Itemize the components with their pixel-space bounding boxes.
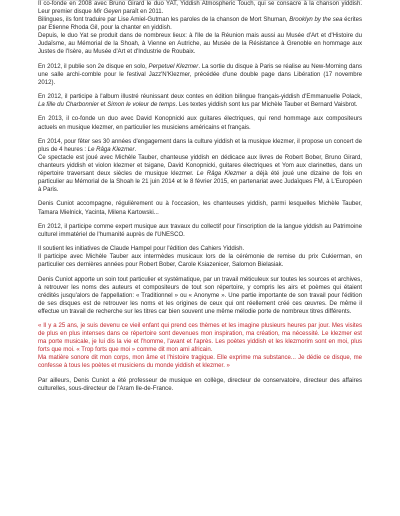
paragraph-text: En 2014, pour fêter ses 30 années d'engagement dans la culture yiddish et la musique klezmer, il propose un concert de plus de 4 heures :: [38, 138, 362, 153]
italic-title: Mir Geyen: [93, 9, 122, 16]
paragraph-text: Depuis, le duo Yat se produit dans de nombreux lieux: à l'Ile de la Réunion mais aussi au Musée d'Art et d'Histoire du Judaïsme, au Mémorial de la Shoah, à Vienne en Autriche, au Musée de la Résistance à Grenoble en hommage aux Justes de l'Isère, au Musée d'Art et d'Industrie de Roubaix.: [38, 33, 362, 56]
paragraph-text: Il co-fonde en 2008 avec Bruno Girard le duo YAT, Yiddish Atmospheric Touch, qui se consacre à la chanson yiddish. Leur premier disque: [38, 1, 362, 16]
paragraph-p2: [38, 63, 362, 87]
paragraph-text: . La sortie du disque à Paris se réalise au New-Morning dans une salle archi-comble pour le festival Jazz'N'Klezmer, précédée d'une double page dans Libération (17 novembre 2012).: [38, 63, 362, 86]
paragraph-p5: [38, 138, 362, 194]
paragraph-text: En 2012, il participe comme expert musique aux travaux du collectif pour l'inscription de la langue yiddish au Patrimoine culturel immatériel de l'humanité auprès de l'UNESCO.: [38, 223, 362, 238]
paragraph-text: . Les textes yiddish sont lus par Michèle Tauber et Bernard Vaisbrot.: [175, 102, 358, 109]
italic-title: Brooklyn by the sea: [289, 17, 343, 24]
paragraph-text: En 2013, il co-fonde un duo avec David Konopnicki aux guitares électriques, qui rend hommage aux compositeurs actuels en musique klezmer, en particulier les musiciens américains et français.: [38, 116, 362, 131]
paragraph-p6: [38, 200, 362, 216]
paragraph-p8: [38, 245, 362, 269]
paragraph-text: En 2012, il participe à l'album illustré réunissant deux contes en édition bilingue français-yiddish d'Emmanuelle Polack,: [38, 94, 362, 101]
italic-title: Simon le voleur de temps: [107, 102, 176, 109]
document-body: [38, 0, 362, 399]
paragraph-p1: [38, 0, 362, 56]
paragraph-text: Bilingues, ils font traduire par Lise Amiel-Gutman les paroles de la chanson de Mort Shuman,: [38, 17, 290, 24]
quote-line-2: Ma matière sonore dit mon corps, mon âme et l'histoire tragique. Elle exprime ma substance... Je dédie ce disque, me confesse à tous les poètes et musiciens du monde yiddish et klezmer. »: [38, 355, 362, 370]
paragraph-text: paraît en 2011.: [121, 9, 164, 16]
paragraph-text: a déjà été joué une dizaine de fois en particulier au Mémorial de la Shoah le 21 juin 2014 et le 8 février 2015, en partenariat avec Judaïques FM, à L'Européen à Paris.: [38, 171, 363, 194]
paragraph-p9: [38, 276, 362, 316]
italic-title: Perpetuel Klezmer: [148, 63, 199, 70]
italic-title: Le Râga Klezmer: [196, 171, 247, 178]
italic-title: La fille du Charbonnier: [38, 102, 99, 109]
paragraph-p7: [38, 223, 362, 239]
paragraph-text: et: [98, 102, 108, 109]
paragraph-text: Denis Cuniot accompagne, régulièrement ou à l'occasion, les chanteuses yiddish, parmi lesquelles Michèle Tauber, Tamara Mielnick, Yacinta, Milena Kartowski...: [38, 201, 362, 216]
paragraph-text: écrites par Etienne Rhoda Gil, pour la chanter en yiddish.: [38, 17, 362, 32]
closing-paragraph: Par ailleurs, Denis Cuniot a été professeur de musique en collège, directeur de conservatoire, directeur des affaires culturelles, sous-directeur de l'Aram Ile-de-France.: [38, 377, 362, 392]
paragraph-text: En 2012, il publie son 2e disque en solo,: [38, 63, 149, 70]
quote-block: [38, 322, 362, 370]
paragraph-list: [38, 0, 362, 316]
paragraph-text: Ce spectacle est joué avec Michèle Tauber, chanteuse yiddish en dédicace aux livres de Robert Bober, Bruno Girard, chanteurs yiddish et violon klezmer et tsigane, David Konopnicki, guitares électriques et Yom aux clarinettes, dans un répertoire traversant deux siècles de musique klezmer.: [38, 154, 362, 178]
paragraph-text: Il participe avec Michèle Tauber aux intermèdes musicaux lors de la cérémonie de remise du prix Cukierman, en particulier ces dernières années pour Robert Bober, Carole Ksiazenicer, Salomon Bielasiak.: [38, 254, 362, 269]
paragraph-text: Il soutient les initiatives de Claude Hampel pour l'édition des Cahiers Yiddish.: [38, 246, 245, 253]
paragraph-p3: [38, 93, 362, 109]
paragraph-p4: [38, 115, 362, 131]
quote-line-1: « Il y a 25 ans, je suis devenu ce vieil enfant qui prend ces thèmes et les imagine plusieurs heures par jour. Mes visites de plus en plus intenses dans ce répertoire sont devenues mon inspiration, ma création, ma nécessité. Le klezmer est ma porte musicale, je lui dis la vie et l'homme, l'avant et l'après. Les poètes yiddish et les klezmorim sont en moi, plus forts que moi. « Trop forts que moi » comme dit mon ami africain.: [38, 323, 362, 354]
italic-title: Le Râga Klezmer: [87, 146, 135, 153]
paragraph-text: Denis Cuniot apporte un soin tout particulier et systématique, par un travail méticuleux sur toutes les sources et archives, à retrouver les noms des auteurs et compositeurs de tout son répertoire, y compris les airs et poèmes qui étaient crédités jusqu'alors de l'appellation: « Traditionnel » ou « Anonyme ». Une partie importante de son travail pour l'édition de ses disques est de retrouver les noms et les origines de ceux qui ont réellement créé ces œuvres. De même il effectue un travail de recherche sur les titres car bien souvent une même mélodie porte de nombreux titres différents.: [38, 276, 362, 315]
paragraph-text: .: [134, 146, 137, 153]
